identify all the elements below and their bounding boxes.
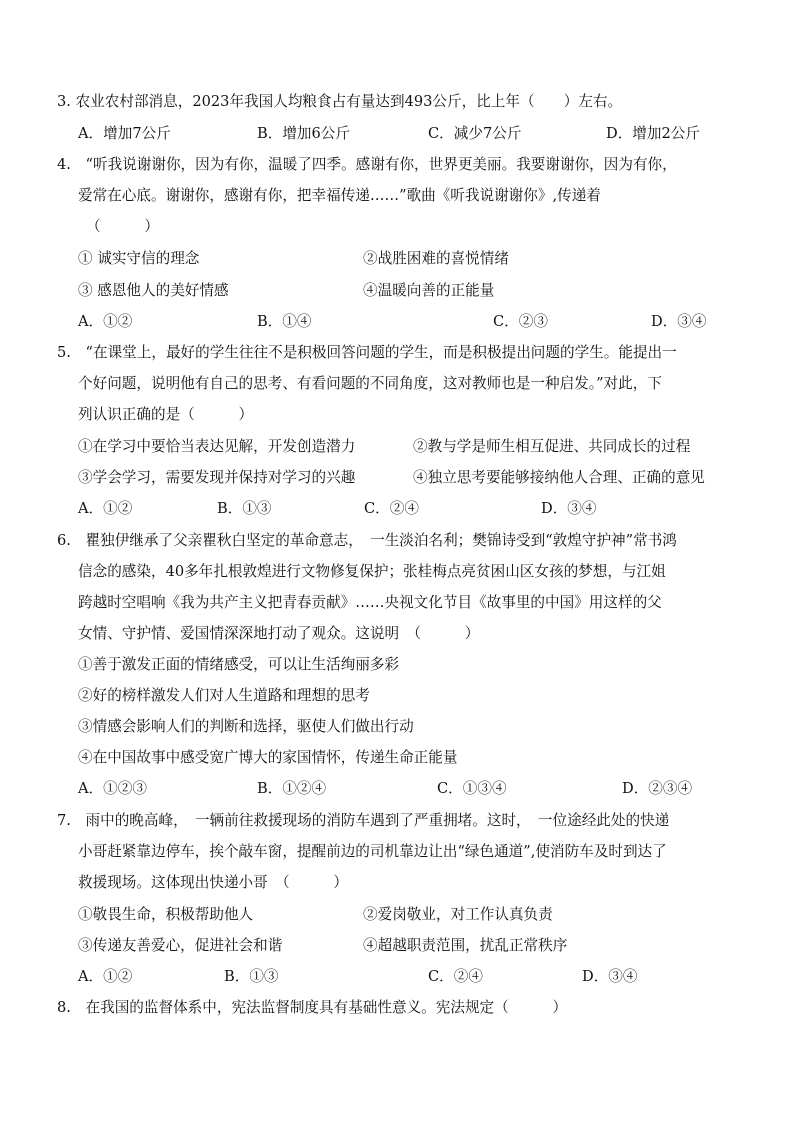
- q5-option-b: B．①③: [217, 500, 272, 517]
- q4-item-2: ②战胜困难的喜悦情绪: [363, 250, 509, 267]
- q5-item-3: ③学会学习，需要发现并保持对学习的兴趣: [78, 469, 356, 486]
- q6-item-3: ③情感会影响人们的判断和选择，驱使人们做出行动: [78, 718, 414, 735]
- q3-option-d: D．增加2公斤: [606, 125, 700, 142]
- q4-option-d: D．③④: [651, 313, 707, 330]
- q4-option-a: A．①②: [78, 313, 133, 330]
- q6-stem-line-1: 6. 瞿独伊继承了父亲瞿秋白坚定的革命意志， 一生淡泊名利；樊锦诗受到“敦煌守护神”常书鸿: [57, 532, 677, 549]
- q5-option-d: D．③④: [541, 500, 597, 517]
- q4-option-b: B．①④: [257, 313, 312, 330]
- q6-option-d: D．②③④: [622, 780, 693, 797]
- q6-item-1: ①善于激发正面的情绪感受，可以让生活绚丽多彩: [78, 656, 400, 673]
- q7-item-4: ④超越职责范围，扰乱正常秩序: [363, 937, 568, 954]
- q5-stem-line-1: 5. “在课堂上，最好的学生往往不是积极回答问题的学生，而是积极提出问题的学生。能提出一: [57, 344, 677, 361]
- q7-stem-line-1: 7. 雨中的晚高峰， 一辆前往救援现场的消防车遇到了严重拥堵。这时， 一位途经此处的快递: [57, 812, 670, 829]
- q6-stem-line-2: 信念的感染，40多年扎根敦煌进行文物修复保护；张桂梅点亮贫困山区女孩的梦想，与江姐: [78, 563, 666, 580]
- q8-stem-line-1: 8. 在我国的监督体系中，宪法监督制度具有基础性意义。宪法规定（ ）: [57, 999, 568, 1016]
- q5-stem-line-3: 列认识正确的是（ ）: [78, 406, 254, 423]
- q6-option-b: B．①②④: [257, 780, 327, 797]
- q6-option-a: A．①②③: [78, 780, 147, 797]
- q4-stem-line-2: 爱常在心底。谢谢你，感谢有你，把幸福传递……”歌曲《听我说谢谢你》,传递着: [78, 187, 601, 204]
- q7-stem-line-3: 救援现场。这体现出快递小哥 （ ）: [78, 874, 348, 891]
- q6-stem-line-3: 跨越时空唱响《我为共产主义把青春贡献》……央视文化节目《故事里的中国》用这样的父: [78, 594, 662, 611]
- q6-item-4: ④在中国故事中感受宽广博大的家国情怀，传递生命正能量: [78, 749, 458, 766]
- q5-item-2: ②教与学是师生相互促进、共同成长的过程: [413, 438, 691, 455]
- q5-stem-line-2: 个好问题，说明他有自己的思考、有看问题的不同角度，这对教师也是一种启发。”对此，下: [78, 375, 662, 392]
- q4-stem-line-1: 4. “听我说谢谢你，因为有你，温暖了四季。感谢有你，世界更美丽。我要谢谢你，因为有你，: [57, 156, 677, 173]
- q4-option-c: C．②③: [493, 313, 548, 330]
- q6-stem-line-4: 女情、守护情、爱国情深深地打动了观众。这说明 （ ）: [78, 625, 480, 642]
- q4-item-3: ③ 感恩他人的美好情感: [78, 282, 229, 299]
- q7-option-a: A．①②: [78, 968, 133, 985]
- q5-item-4: ④独立思考要能够接纳他人合理、正确的意见: [413, 469, 705, 486]
- q7-option-c: C．②④: [428, 968, 483, 985]
- q3-option-b: B．增加6公斤: [257, 125, 350, 142]
- q3-option-a: A．增加7公斤: [78, 125, 171, 142]
- q5-option-c: C．②④: [364, 500, 419, 517]
- q6-option-c: C．①③④: [437, 780, 507, 797]
- q7-item-2: ②爱岗敬业，对工作认真负责: [363, 906, 553, 923]
- q3-stem: 3. 农业农村部消息，2023年我国人均粮食占有量达到493公斤，比上年（ ）左右。: [57, 93, 623, 110]
- q5-item-1: ①在学习中要恰当表达见解，开发创造潜力: [78, 438, 356, 455]
- q3-option-c: C．减少7公斤: [428, 125, 522, 142]
- q4-item-1: ① 诚实守信的理念: [78, 250, 200, 267]
- q5-option-a: A．①②: [78, 500, 133, 517]
- q7-stem-line-2: 小哥赶紧靠边停车，挨个敲车窗，提醒前边的司机靠边让出“绿色通道”,使消防车及时到达了: [78, 843, 667, 860]
- q6-item-2: ②好的榜样激发人们对人生道路和理想的思考: [78, 687, 370, 704]
- q4-stem-line-3: （ ）: [86, 218, 159, 235]
- q7-option-d: D．③④: [582, 968, 638, 985]
- q7-item-1: ①敬畏生命，积极帮助他人: [78, 906, 254, 923]
- q7-option-b: B．①③: [224, 968, 279, 985]
- q7-item-3: ③传递友善爱心，促进社会和谐: [78, 937, 283, 954]
- q4-item-4: ④温暖向善的正能量: [363, 282, 495, 299]
